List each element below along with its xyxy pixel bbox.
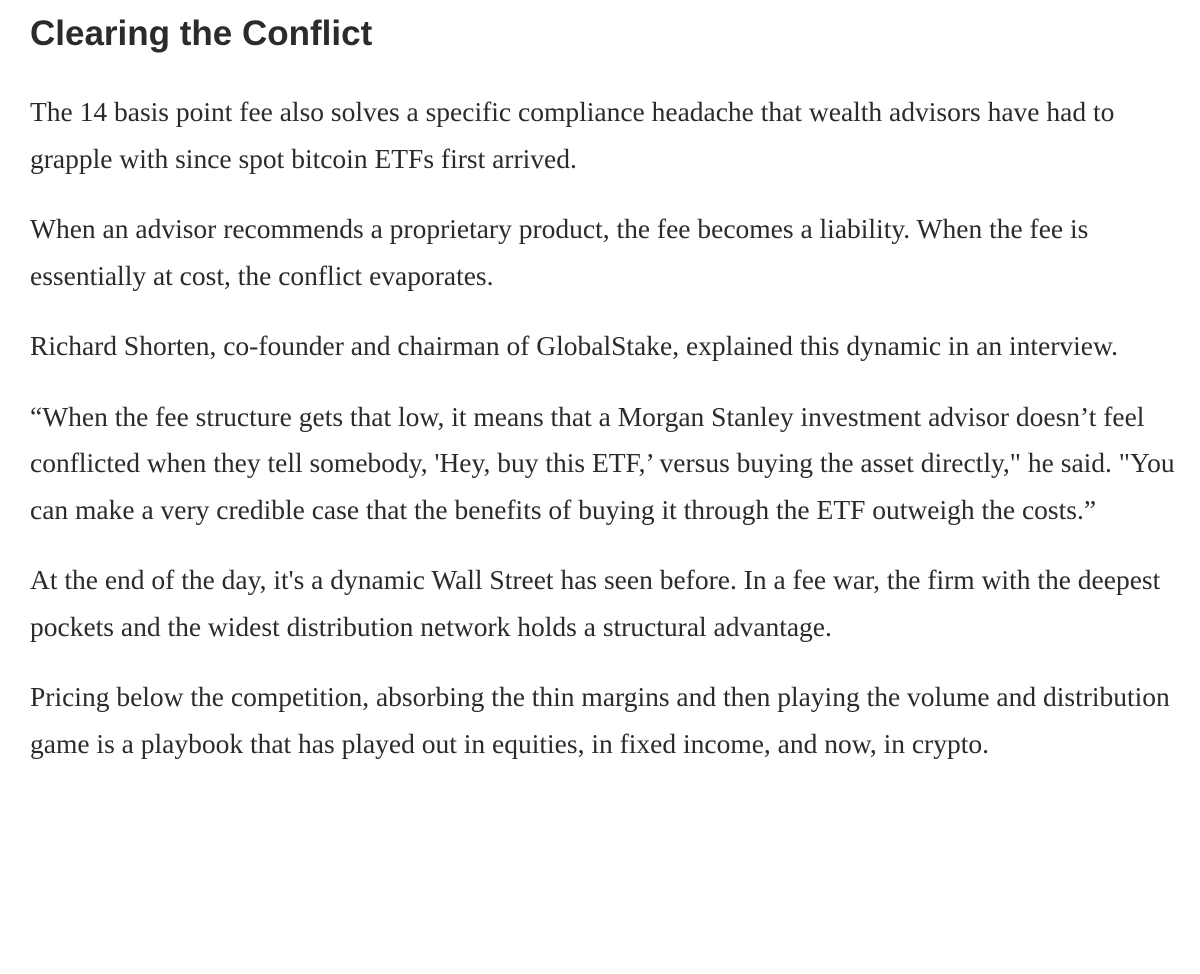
- article-paragraph-5: At the end of the day, it's a dynamic Wall Street has seen before. In a fee war, the firm with the deepest pockets and the widest distribution network holds a structural advantage.: [30, 564, 1161, 642]
- article-paragraph-3: Richard Shorten, co-founder and chairman of GlobalStake, explained this dynamic in an interview.: [30, 330, 1118, 361]
- article-paragraph-2: When an advisor recommends a proprietary product, the fee becomes a liability. When the fee is essentially at cost, the conflict evaporates.: [30, 213, 1089, 291]
- article-body: [30, 0, 1180, 767]
- article-paragraph-6: Pricing below the competition, absorbing the thin margins and then playing the volume and distribution game is a playbook that has played out in equities, in fixed income, and now, in crypto.: [30, 681, 1170, 759]
- section-heading: Clearing the Conflict: [30, 14, 373, 53]
- article-paragraph-1: The 14 basis point fee also solves a specific compliance headache that wealth advisors have had to grapple with since spot bitcoin ETFs first arrived.: [30, 96, 1115, 174]
- article-paragraph-4-quote: “When the fee structure gets that low, it means that a Morgan Stanley investment advisor doesn’t feel conflicted when they tell somebody, 'Hey, buy this ETF,’ versus buying the asset directly," he said. "You can make a very credible case that the benefits of buying it through the ETF outweigh the costs.”: [30, 400, 1175, 525]
